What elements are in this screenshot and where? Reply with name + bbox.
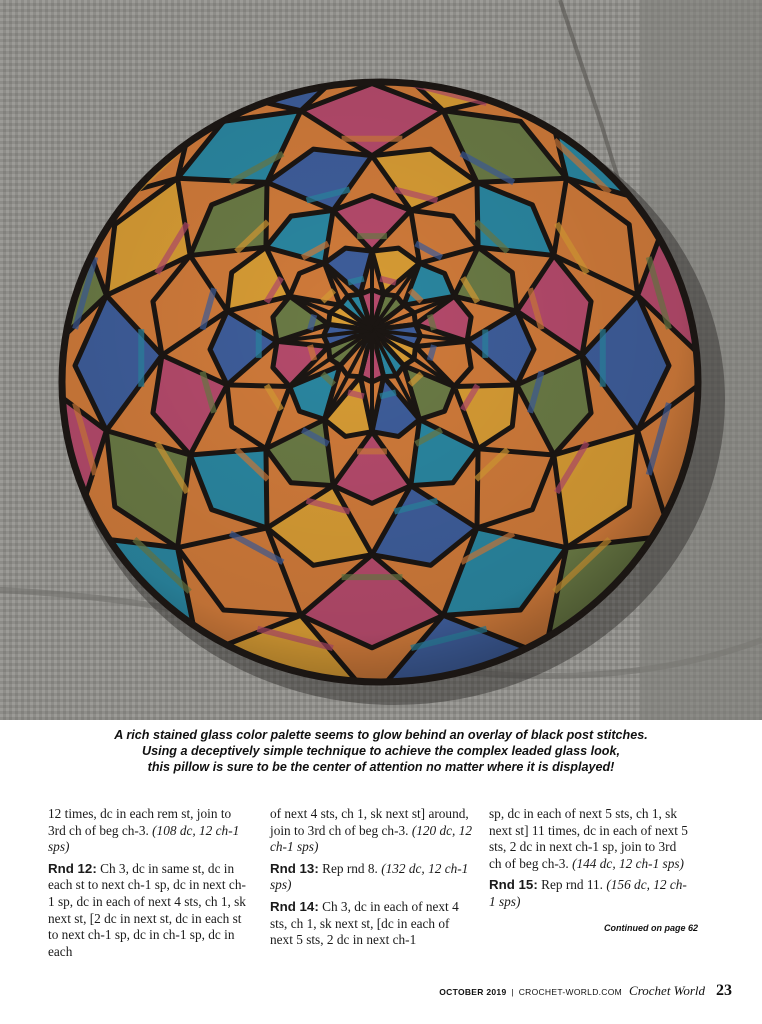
paragraph-rnd-15 bbox=[489, 877, 692, 910]
round-label: Rnd 14: bbox=[270, 898, 319, 914]
text-column-3 bbox=[489, 806, 692, 916]
body-text: 12 times, dc in each rem st, join to 3rd ch of beg ch-3. bbox=[48, 806, 232, 838]
paragraph-rnd-11-end bbox=[48, 806, 251, 856]
stitch-count: (156 dc, 12 ch-1 sps) bbox=[489, 877, 687, 909]
continued-note: Continued on page 62 bbox=[604, 923, 699, 933]
stitch-count: (108 dc, 12 ch-1 sps) bbox=[48, 822, 240, 855]
issue-date: OCTOBER 2019 bbox=[439, 987, 507, 997]
footer-separator: | bbox=[511, 987, 514, 997]
round-label: Rnd 15: bbox=[489, 877, 538, 893]
paragraph-rnd-12-end bbox=[270, 806, 473, 856]
photo-caption bbox=[60, 727, 702, 775]
stitch-count: (132 dc, 12 ch-1 sps) bbox=[270, 860, 469, 893]
paragraph-rnd-13 bbox=[270, 861, 473, 894]
body-text: Ch 3, dc in same st, dc in each st to next ch-1 sp, dc in next ch-1 sp, dc in each of next 4 sts, ch 1, sk next st, [2 dc in next st, dc in each st to next ch-1 sp, dc in ch-1 sp, dc in each bbox=[48, 860, 246, 959]
pillow-rim bbox=[62, 82, 698, 682]
paragraph-rnd-14-end bbox=[489, 806, 692, 872]
body-text: sp, dc in each of next 5 sts, ch 1, sk next st] 11 times, dc in each of next 5 sts, 2 dc in next ch-1 sp, join to 3rd ch of beg ch-3. bbox=[489, 806, 688, 871]
body-text: Rep rnd 8. bbox=[318, 860, 382, 876]
caption-line-2: Using a deceptively simple technique to achieve the complex leaded glass look, bbox=[141, 744, 621, 758]
caption-line-1: A rich stained glass color palette seems to glow behind an overlay of black post stitches. bbox=[114, 728, 648, 742]
paragraph-rnd-14 bbox=[270, 899, 473, 949]
text-column-1 bbox=[48, 806, 251, 965]
text-column-2 bbox=[270, 806, 473, 954]
paragraph-rnd-12 bbox=[48, 861, 251, 961]
body-text: of next 4 sts, ch 1, sk next st] around, join to 3rd ch of beg ch-3. bbox=[270, 806, 469, 838]
website-link[interactable]: CROCHET-WORLD.COM bbox=[518, 987, 623, 997]
stitch-count: (120 dc, 12 ch-1 sps) bbox=[270, 822, 473, 855]
page-number: 23 bbox=[716, 982, 732, 999]
body-text: Ch 3, dc in each of next 4 sts, ch 1, sk next st, [dc in each of next 5 sts, 2 dc in next ch-1 bbox=[270, 898, 459, 948]
round-label: Rnd 12: bbox=[48, 860, 97, 876]
round-label: Rnd 13: bbox=[270, 860, 319, 876]
caption-line-3: this pillow is sure to be the center of attention no matter where it is displayed! bbox=[147, 760, 615, 774]
stitch-count: (144 dc, 12 ch-1 sps) bbox=[572, 855, 684, 871]
magazine-title: Crochet World bbox=[629, 983, 705, 998]
body-text: Rep rnd 11. bbox=[537, 877, 607, 893]
page-footer bbox=[439, 982, 732, 1000]
